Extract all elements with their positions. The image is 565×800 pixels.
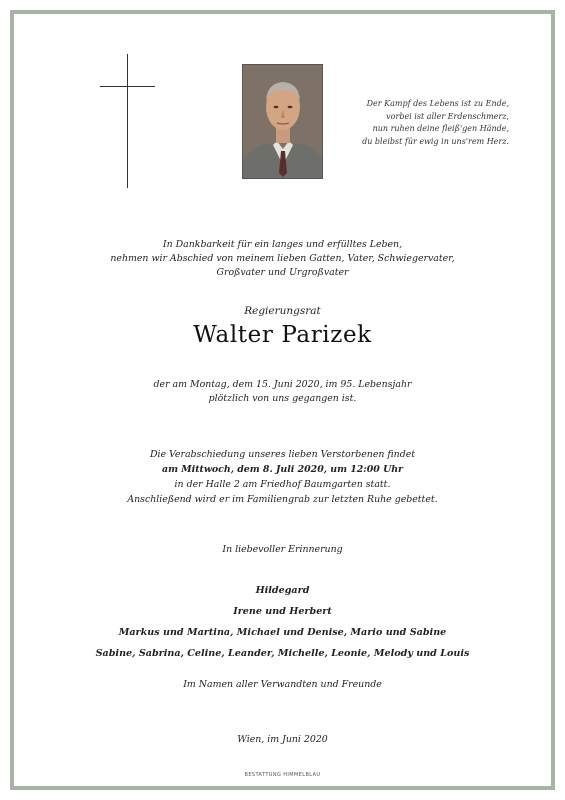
poem-line: vorbei ist aller Erdenschmerz,	[386, 111, 509, 121]
family-line: Hildegard	[255, 585, 310, 596]
memory-heading: In liebevoller Erinnerung	[222, 544, 343, 555]
ceremony-line: Anschließend wird er im Familiengrab zur letzten Ruhe gebettet.	[127, 494, 438, 505]
relatives-line: Im Namen aller Verwandten und Freunde	[183, 679, 382, 690]
intro-line: In Dankbarkeit für ein langes und erfülltes Leben,	[162, 239, 403, 250]
deceased-name: Walter Parizek	[193, 322, 372, 348]
ceremony-line: Die Verabschiedung unseres lieben Verstorbenen findet	[149, 449, 416, 460]
intro-line: Großvater und Urgroßvater	[216, 267, 349, 278]
poem-line: Der Kampf des Lebens ist zu Ende,	[366, 99, 509, 108]
cross-vertical-bar	[127, 54, 128, 188]
ceremony-line: in der Halle 2 am Friedhof Baumgarten statt.	[174, 479, 391, 490]
ceremony-date: am Mittwoch, dem 8. Juli 2020, um 12:00 Uhr	[162, 464, 403, 475]
family-line: Sabine, Sabrina, Celine, Leander, Michelle, Leonie, Melody und Louis	[95, 648, 470, 659]
intro-text	[0, 238, 565, 280]
poem	[309, 98, 509, 148]
place-date: Wien, im Juni 2020	[237, 734, 328, 745]
funeral-home-footer: BESTATTUNG HIMMELBLAU	[244, 772, 321, 778]
death-line: plötzlich von uns gegangen ist.	[208, 393, 357, 404]
family-line: Markus und Martina, Michael und Denise, Mario und Sabine	[118, 627, 447, 638]
honorary-title: Regierungsrat	[244, 305, 321, 317]
poem-line: du bleibst für ewig in uns'rem Herz.	[362, 136, 509, 146]
death-line: der am Montag, dem 15. Juni 2020, im 95. Lebensjahr	[153, 379, 412, 390]
family-list	[0, 580, 565, 664]
family-line: Irene und Herbert	[233, 606, 332, 617]
cross-horizontal-bar	[100, 86, 155, 87]
death-notice	[0, 378, 565, 406]
poem-line: nun ruhen deine fleiß'gen Hände,	[372, 124, 509, 133]
ceremony-details	[0, 447, 565, 507]
intro-line: nehmen wir Abschied von meinem lieben Gatten, Vater, Schwiegervater,	[110, 253, 455, 264]
